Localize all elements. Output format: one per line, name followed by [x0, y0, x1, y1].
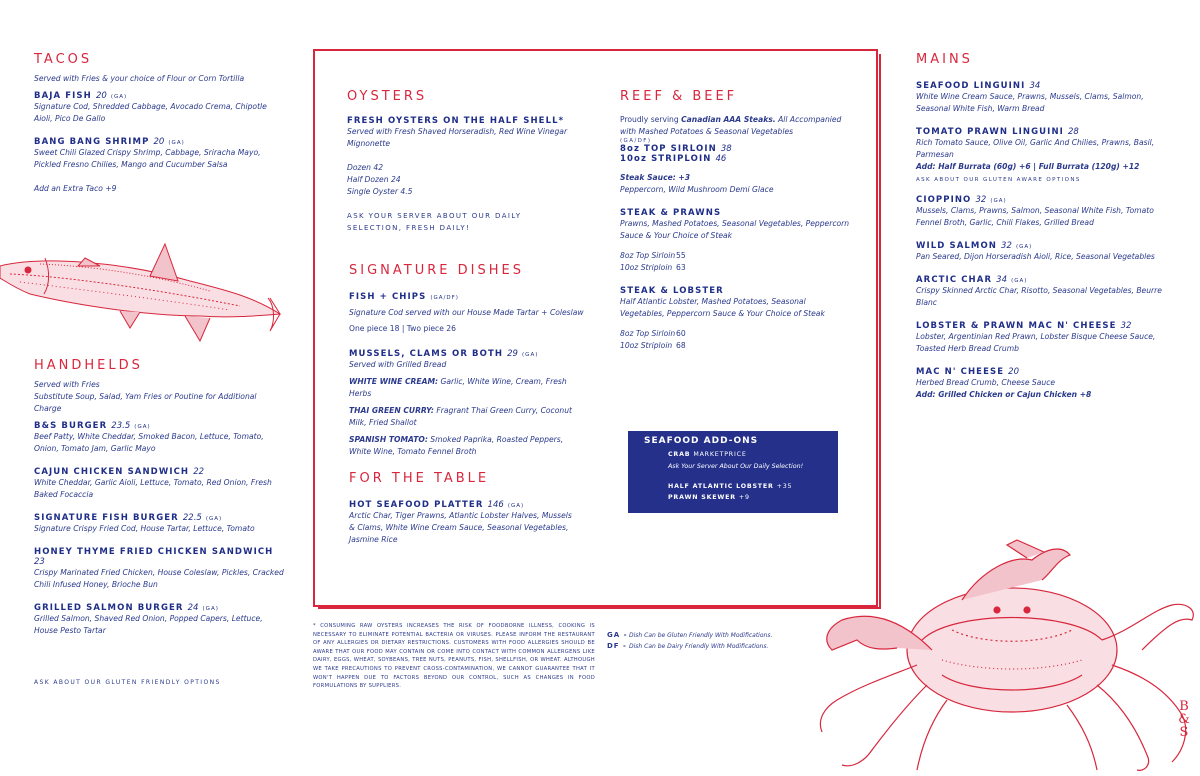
addon-prawn — [668, 494, 750, 501]
reef-beef-section — [620, 89, 852, 352]
handheld-item-name — [34, 467, 284, 477]
main-item-desc: Herbed Bread Crumb, Cheese Sauce — [916, 378, 1056, 387]
gluten-aware-note: ASK ABOUT OUR GLUTEN AWARE OPTIONS — [916, 177, 1081, 183]
taco-item-desc: Signature Cod, Shredded Cabbage, Avocado Crema, Chipotle Aioli, Pico De Gallo — [34, 102, 267, 123]
for-table-title: FOR THE TABLE — [349, 471, 490, 486]
tacos-title: TACOS — [34, 52, 93, 67]
oysters-desc: Served with Fresh Shaved Horseradish, Red Wine Vinegar Mignonette — [347, 127, 568, 148]
main-item-price: 32 — [1001, 241, 1012, 251]
seafood-addons-box — [628, 431, 838, 513]
main-item-price: 28 — [1067, 127, 1079, 137]
main-item-name — [916, 81, 1176, 91]
handheld-item-name — [34, 547, 284, 567]
top-sirloin — [620, 144, 852, 154]
reef-beef-intro-c: All Accompanied with Mashed Potatoes & Seasonal Vegetables — [620, 115, 842, 136]
fish-chips-desc: Signature Cod served with our House Made Tartar + Coleslaw — [349, 308, 584, 317]
mussels-option-text: Garlic, White Wine, Cream, Fresh Herbs — [349, 377, 567, 398]
tacos-list — [34, 91, 284, 171]
oysters-section — [347, 89, 592, 234]
handheld-item-price: 23 — [34, 557, 45, 567]
addon-crab-label: CRAB — [668, 451, 691, 458]
taco-item-tag: (GA) — [110, 94, 128, 100]
crab-illustration — [812, 500, 1200, 776]
taco-item-price: 20 — [95, 91, 107, 101]
taco-item-tag: (GA) — [168, 140, 185, 146]
handheld-item-label: GRILLED SALMON BURGER — [34, 603, 184, 613]
reef-beef-intro-b: Canadian AAA Steaks. — [681, 115, 776, 124]
main-item-name — [916, 367, 1176, 377]
main-item-name — [916, 195, 1176, 205]
taco-item-desc: Sweet Chili Glazed Crispy Shrimp, Cabbage, Sriracha Mayo, Pickled Fresno Chilies, Mango and Cucumber Salsa — [34, 148, 261, 169]
handheld-item-name — [34, 513, 284, 523]
mains-list — [916, 81, 1176, 161]
steak-lobster-desc: Half Atlantic Lobster, Mashed Potatoes, Seasonal Vegetables, Peppercorn Sauce & Your Choice of Steak — [620, 297, 825, 318]
seafood-platter-name — [349, 500, 574, 510]
main-item-label: MAC N' CHEESE — [916, 367, 1005, 377]
handhelds-intro-2: Substitute Soup, Salad, Yam Fries or Poutine for Additional Charge — [34, 392, 257, 413]
main-item-desc: Crispy Skinned Arctic Char, Risotto, Seasonal Vegetables, Beurre Blanc — [916, 286, 1162, 307]
steak-prawns-row — [620, 262, 852, 274]
main-item-price: 34 — [1029, 81, 1041, 91]
mussels-tag: (GA) — [522, 352, 539, 358]
main-item-tag: (GA) — [1011, 278, 1028, 284]
handheld-item-name — [34, 603, 284, 613]
addon-lobster-price: +35 — [776, 483, 793, 490]
handheld-item-label: B&S BURGER — [34, 421, 108, 431]
handhelds-list — [34, 421, 284, 637]
main-item-label: TOMATO PRAWN LINGUINI — [916, 127, 1064, 137]
main-item-price: 20 — [1008, 367, 1019, 377]
main-item-label: ARCTIC CHAR — [916, 275, 993, 285]
steak-lobster-row-label: 10oz Striploin — [620, 341, 673, 350]
handheld-item-price: 23.5 — [111, 421, 131, 431]
main-item-price: 32 — [1120, 321, 1132, 331]
bs-logo — [1173, 700, 1195, 739]
oyster-prices — [347, 162, 592, 198]
steak-lobster-name: STEAK & LOBSTER — [620, 286, 724, 296]
striploin-price: 46 — [715, 154, 727, 164]
reef-beef-intro-a: Proudly serving — [620, 115, 682, 124]
legend-ga-code: GA - — [607, 631, 628, 639]
handheld-item-tag: (GA) — [134, 424, 151, 430]
reef-beef-intro — [620, 114, 852, 138]
steak-prawns-row-price: 63 — [676, 263, 686, 272]
seafood-platter-label: HOT SEAFOOD PLATTER — [349, 500, 484, 510]
reef-beef-title: REEF & BEEF — [620, 89, 738, 104]
addon-crab-price: MARKETPRICE — [693, 451, 747, 458]
main-item-name — [916, 275, 1176, 285]
signature-title: SIGNATURE DISHES — [349, 263, 524, 278]
main-item-desc: Lobster, Argentinian Red Prawn, Lobster Bisque Cheese Sauce, Toasted Herb Bread Crumb — [916, 332, 1156, 353]
mussels-desc: Served with Grilled Bread — [349, 360, 447, 369]
mussels-option-label: WHITE WINE CREAM: — [349, 377, 439, 386]
seafood-platter-price: 146 — [487, 500, 504, 510]
seafood-platter-desc: Arctic Char, Tiger Prawns, Atlantic Lobster Halves, Mussels & Clams, White Wine Cream Sauce, Seasonal Vegetables, Jasmine Rice — [349, 511, 572, 544]
mussels-price: 29 — [507, 349, 518, 359]
taco-item-name — [34, 91, 284, 101]
steak-prawns-row-label: 10oz Striploin — [620, 263, 673, 272]
handheld-item — [34, 421, 284, 455]
addon-crab-note-text: Ask Your Server About Our Daily Selection! — [668, 463, 804, 470]
handheld-item-desc: Crispy Marinated Fried Chicken, House Coleslaw, Pickles, Cracked Chili Infused Honey, Brioche Bun — [34, 568, 284, 589]
main-item — [916, 127, 1176, 161]
handheld-item-tag: (GA) — [205, 516, 223, 522]
handheld-item-desc: Signature Crispy Fried Cod, House Tartar, Lettuce, Tomato — [34, 524, 255, 533]
main-item-name — [916, 321, 1176, 331]
oysters-title: OYSTERS — [347, 89, 428, 104]
reef-beef-tag: (GA/DF) — [620, 138, 652, 144]
signature-section — [349, 263, 584, 463]
steak-sauce-text: Peppercorn, Wild Mushroom Demi Glace — [620, 185, 774, 194]
mussels-options — [349, 376, 584, 458]
mussels-option-text: Smoked Paprika, Roasted Peppers, White Wine, Tomato Fennel Broth — [349, 435, 564, 456]
taco-item — [34, 91, 284, 125]
handheld-item-desc: Beef Patty, White Cheddar, Smoked Bacon, Lettuce, Tomato, Onion, Tomato Jam, Garlic Mayo — [34, 432, 264, 453]
handheld-item-name — [34, 421, 284, 431]
handhelds-section — [34, 358, 284, 649]
main-item-desc: White Wine Cream Sauce, Prawns, Mussels, Clams, Salmon, Seasonal White Fish, Warm Bread — [916, 92, 1144, 113]
legend-df-text: Dish Can be Dairy Friendly With Modifications. — [629, 643, 769, 650]
handheld-item-desc: Grilled Salmon, Shaved Red Onion, Popped Capers, Lettuce, House Pesto Tartar — [34, 614, 263, 635]
tacos-section — [34, 52, 284, 195]
handheld-item — [34, 603, 284, 637]
taco-item-price: 20 — [153, 137, 165, 147]
steak-lobster-row-label: 8oz Top Sirloin — [620, 329, 676, 338]
addon-crab-note — [668, 463, 803, 470]
bs-logo-text: B&S — [1178, 699, 1190, 740]
main-item-price: 34 — [996, 275, 1007, 285]
oyster-price-single: Single Oyster 4.5 — [347, 187, 413, 196]
main-item — [916, 241, 1176, 263]
top-sirloin-price: 38 — [720, 144, 732, 154]
oyster-price-half-dozen: Half Dozen 24 — [347, 175, 401, 184]
mussels-option — [349, 376, 584, 400]
mussels-name — [349, 349, 584, 359]
striploin — [620, 154, 852, 164]
handhelds-title: HANDHELDS — [34, 358, 143, 373]
legend-ga-text: Dish Can be Gluten Friendly With Modifications. — [629, 632, 773, 639]
main-item-desc: Mussels, Clams, Prawns, Salmon, Seasonal White Fish, Tomato Fennel Broth, Garlic, Chili Flakes, Grilled Bread — [916, 206, 1154, 227]
mains-title: MAINS — [916, 52, 973, 67]
main-item — [916, 195, 1176, 229]
steak-lobster-prices — [620, 328, 852, 352]
tacos-extra: Add an Extra Taco +9 — [34, 184, 117, 193]
steak-prawns-row-price: 55 — [676, 251, 686, 260]
addon-prawn-label: PRAWN SKEWER — [668, 494, 736, 501]
main-item-desc: Pan Seared, Dijon Horseradish Aioli, Rice, Seasonal Vegetables — [916, 252, 1155, 261]
steak-prawns-desc: Prawns, Mashed Potatoes, Seasonal Vegetables, Peppercorn Sauce & Your Choice of Steak — [620, 219, 850, 240]
steak-lobster-row — [620, 340, 852, 352]
fish-illustration — [0, 236, 285, 344]
fish-chips-name — [349, 292, 584, 302]
allergy-disclaimer: * CONSUMING RAW OYSTERS INCREASES THE RISK OF FOODBORNE ILLNESS, COOKING IS NECESSARY TO ELIMINATE POTENTIAL BACTERIA OR VIRUSES. PLEASE INFORM THE RESTAURANT OF ANY ALLERGIES OR DIETARY RESTRICTIONS. CUSTOMERS WITH FOOD ALLERGIES SHOULD BE AWARE THAT OUR FOOD MAY CONTAIN OR COME INTO CONTACT WITH COMMON ALLERGENS LIKE DAIRY, EGGS, WHEAT, SOYBEANS, TREE NUTS, PEANUTS, FISH, SHELLFISH, OR WHEAT. ALTHOUGH WE TAKE PRECAUTIONS TO PREVENT CROSS-CONTAMINATION, WE CANNOT GUARANTEE THAT IT WON'T HAPPEN DUE TO FACTORS BEYOND OUR CONTROL, SUCH AS CHANGES IN FOOD FORMULATIONS BY SUPPLIERS. — [313, 623, 595, 690]
taco-item-label: BANG BANG SHRIMP — [34, 137, 150, 147]
fish-chips-tag: (GA/DF) — [430, 295, 459, 301]
mussels-option-label: SPANISH TOMATO: — [349, 435, 428, 444]
main-item-price: 32 — [975, 195, 987, 205]
main-item — [916, 275, 1176, 309]
oysters-item-name: FRESH OYSTERS ON THE HALF SHELL* — [347, 116, 565, 126]
main-item-name — [916, 127, 1176, 137]
steak-lobster-row-price: 68 — [676, 341, 686, 350]
main-item-label: CIOPPINO — [916, 195, 972, 205]
addon-lobster-label: HALF ATLANTIC LOBSTER — [668, 483, 774, 490]
steak-prawns-row — [620, 250, 852, 262]
top-sirloin-label: 8oz TOP SIRLOIN — [620, 144, 717, 154]
mussels-label: MUSSELS, CLAMS OR BOTH — [349, 349, 504, 359]
mains-section — [916, 52, 1176, 401]
tacos-intro: Served with Fries & your choice of Flour or Corn Tortilla — [34, 74, 245, 83]
handheld-item — [34, 467, 284, 501]
handhelds-intro-1: Served with Fries — [34, 380, 100, 389]
addon-lobster — [668, 483, 792, 490]
seafood-platter-tag: (GA) — [507, 503, 525, 509]
taco-item — [34, 137, 284, 171]
main-item — [916, 367, 1176, 389]
main-item — [916, 81, 1176, 115]
main-item-name — [916, 241, 1176, 251]
striploin-label: 10oz STRIPLOIN — [620, 154, 712, 164]
main-item — [916, 321, 1176, 355]
main-item-label: SEAFOOD LINGUINI — [916, 81, 1026, 91]
taco-item-name — [34, 137, 284, 147]
steak-prawns-row-label: 8oz Top Sirloin — [620, 251, 676, 260]
mains-list-2 — [916, 195, 1176, 389]
handheld-item-price: 22 — [193, 467, 205, 477]
mussels-option — [349, 405, 584, 429]
main-item-tag: (GA) — [990, 198, 1007, 204]
fish-chips-prices: One piece 18 | Two piece 26 — [349, 324, 456, 333]
handheld-item-price: 22.5 — [182, 513, 202, 523]
oysters-note: ASK YOUR SERVER ABOUT OUR DAILY SELECTION, FRESH DAILY! — [347, 212, 522, 232]
addon-crab — [668, 451, 747, 458]
mussels-option — [349, 434, 584, 458]
legend-df — [607, 641, 772, 652]
steak-lobster-row — [620, 328, 852, 340]
handheld-item-price: 24 — [187, 603, 199, 613]
addon-prawn-price: +9 — [738, 494, 750, 501]
fish-chips-label: FISH + CHIPS — [349, 292, 427, 302]
oyster-price-dozen: Dozen 42 — [347, 163, 384, 172]
steak-prawns-name: STEAK & PRAWNS — [620, 208, 722, 218]
legend-ga — [607, 630, 772, 641]
taco-item-label: BAJA FISH — [34, 91, 92, 101]
burrata-addon: Add: Half Burrata (60g) +6 | Full Burrata (120g) +12 — [916, 162, 1140, 171]
steak-sauce-label: Steak Sauce: +3 — [620, 173, 691, 182]
legend-df-code: DF - — [607, 642, 627, 650]
handheld-item — [34, 547, 284, 591]
mussels-option-text: Fragrant Thai Green Curry, Coconut Milk, Fried Shallot — [349, 406, 572, 427]
handheld-item — [34, 513, 284, 535]
dietary-legend — [607, 630, 772, 652]
addons-title: SEAFOOD ADD-ONS — [644, 436, 759, 446]
steak-prawns-prices — [620, 250, 852, 274]
mac-addon: Add: Grilled Chicken or Cajun Chicken +8 — [916, 390, 1092, 399]
handheld-item-tag: (GA) — [202, 606, 219, 612]
main-item-label: WILD SALMON — [916, 241, 997, 251]
gluten-friendly-note: ASK ABOUT OUR GLUTEN FRIENDLY OPTIONS — [34, 679, 221, 686]
handheld-item-label: SIGNATURE FISH BURGER — [34, 513, 179, 523]
handheld-item-label: CAJUN CHICKEN SANDWICH — [34, 467, 190, 477]
steak-lobster-row-price: 60 — [676, 329, 686, 338]
main-item-desc: Rich Tomato Sauce, Olive Oil, Garlic And Chilies, Prawns, Basil, Parmesan — [916, 138, 1155, 159]
main-item-tag: (GA) — [1015, 244, 1033, 250]
handheld-item-label: HONEY THYME FRIED CHICKEN SANDWICH — [34, 547, 274, 557]
main-item-label: LOBSTER & PRAWN MAC N' CHEESE — [916, 321, 1117, 331]
mussels-option-label: THAI GREEN CURRY: — [349, 406, 434, 415]
handheld-item-desc: White Cheddar, Garlic Aioli, Lettuce, Tomato, Red Onion, Fresh Baked Focaccia — [34, 478, 272, 499]
for-the-table-section — [349, 471, 574, 546]
